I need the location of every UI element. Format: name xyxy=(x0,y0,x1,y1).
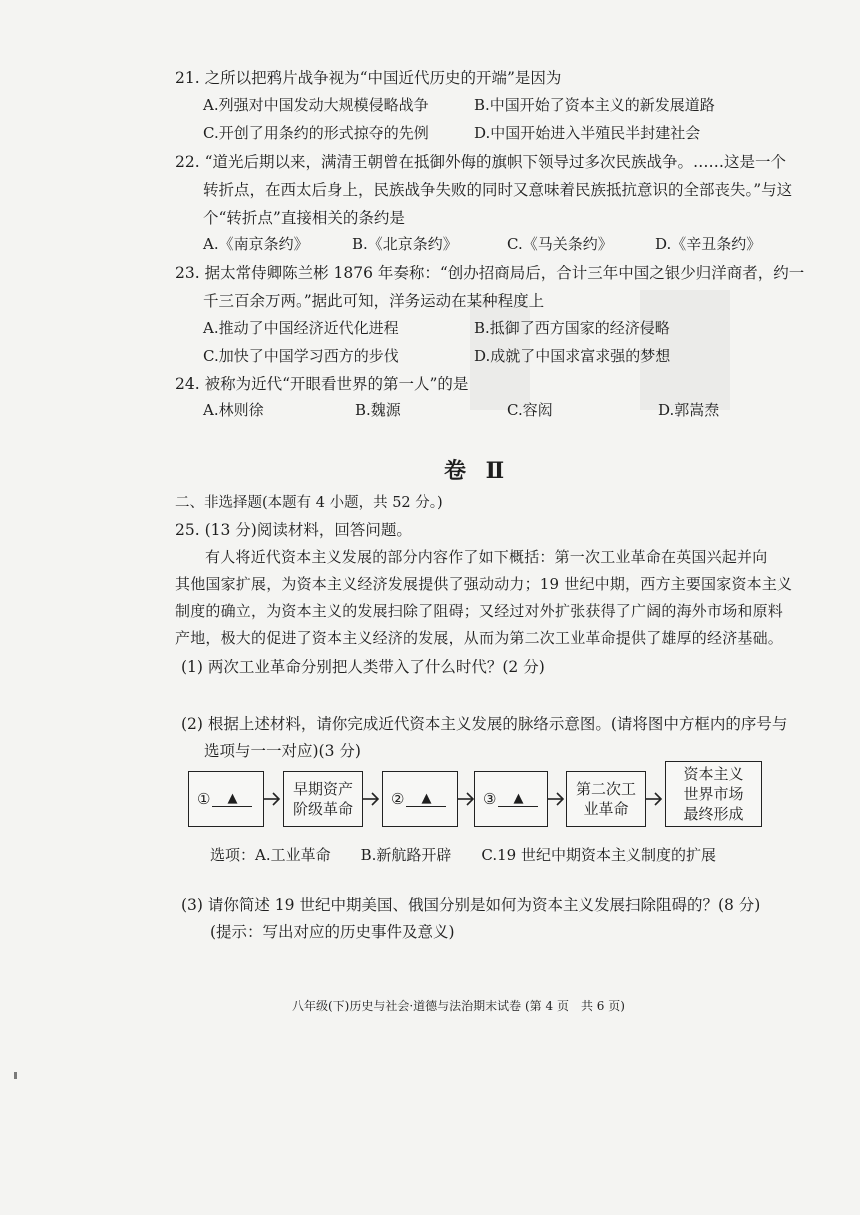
flow-options: 选项：A.工业革命 B.新航路开辟 C.19 世纪中期资本主义制度的扩展 xyxy=(210,846,716,864)
flow-box-4-number: ③ xyxy=(483,789,497,808)
question-21-option-d: D.中国开始进入半殖民半封建社会 xyxy=(474,124,701,142)
answer-blank[interactable]: ▲ xyxy=(212,792,252,807)
right-arrow-icon xyxy=(646,790,666,808)
scan-mark xyxy=(14,1072,17,1079)
question-24-stem: 24. 被称为近代“开眼看世界的第一人”的是 xyxy=(175,375,469,393)
flow-box-2 xyxy=(283,771,363,827)
volume-title: 卷 Ⅱ xyxy=(444,458,511,484)
question-23-option-d: D.成就了中国求富求强的梦想 xyxy=(474,347,671,365)
flow-box-1 xyxy=(188,771,264,827)
flow-box-5-line: 业革命 xyxy=(583,800,629,818)
page-footer: 八年级(下)历史与社会·道德与法治期末试卷 (第 4 页 共 6 页) xyxy=(292,999,625,1013)
flow-box-2-line: 阶级革命 xyxy=(292,800,353,818)
sub-question-3-hint: (提示：写出对应的历史事件及意义) xyxy=(210,923,455,941)
answer-blank[interactable]: ▲ xyxy=(498,792,538,807)
question-24-option-a: A.林则徐 xyxy=(203,401,264,419)
question-21-option-c: C.开创了用条约的形式掠夺的先例 xyxy=(203,124,429,142)
flow-box-1-number: ① xyxy=(197,789,211,808)
right-arrow-icon xyxy=(363,790,383,808)
flow-box-4 xyxy=(474,771,548,827)
question-22-option-c: C.《马关条约》 xyxy=(507,235,613,253)
question-24-option-b: B.魏源 xyxy=(355,401,401,419)
sub-question-2-line: (2) 根据上述材料，请你完成近代资本主义发展的脉络示意图。(请将图中方框内的序号与 xyxy=(181,715,788,733)
answer-blank[interactable]: ▲ xyxy=(406,792,446,807)
question-24-option-d: D.郭嵩焘 xyxy=(658,401,720,419)
sub-question-2-line: 选项与一一对应)(3 分) xyxy=(204,742,361,760)
flow-box-6 xyxy=(665,761,762,827)
question-23-stem-line: 千三百余万两。”据此可知，洋务运动在某种程度上 xyxy=(203,292,545,310)
flow-box-6-line: 资本主义 xyxy=(683,764,744,783)
sub-question-1: (1) 两次工业革命分别把人类带入了什么时代？(2 分) xyxy=(181,658,545,676)
question-22-option-d: D.《辛丑条约》 xyxy=(655,235,762,253)
question-23-option-c: C.加快了中国学习西方的步伐 xyxy=(203,347,399,365)
question-23-option-b: B.抵御了西方国家的经济侵略 xyxy=(474,319,670,337)
section-heading: 二、非选择题(本题有 4 小题，共 52 分。) xyxy=(175,495,443,511)
sub-question-3: (3) 请你简述 19 世纪中期美国、俄国分别是如何为资本主义发展扫除阻碍的？(8 分) xyxy=(181,896,761,914)
flow-box-2-line: 早期资产 xyxy=(292,779,353,798)
flow-box-5 xyxy=(566,771,646,827)
question-24-option-c: C.容闳 xyxy=(507,401,553,419)
right-arrow-icon xyxy=(264,790,284,808)
flow-box-3-number: ② xyxy=(391,789,405,808)
material-line: 产地，极大的促进了资本主义经济的发展，从而为第二次工业革命提供了雄厚的经济基础。 xyxy=(175,629,784,647)
question-22-stem-line: 转折点，在西太后身上，民族战争失败的同时又意味着民族抵抗意识的全部丧失。”与这 xyxy=(203,181,793,199)
question-25-header: 25. (13 分)阅读材料，回答问题。 xyxy=(175,521,412,539)
question-22-option-b: B.《北京条约》 xyxy=(352,235,458,253)
question-22-stem-line: 22. “道光后期以来，满清王朝曾在抵御外侮的旗帜下领导过多次民族战争。……这是一个 xyxy=(175,153,787,171)
material-line: 其他国家扩展，为资本主义经济发展提供了强动动力；19 世纪中期，西方主要国家资本主义 xyxy=(175,575,793,593)
material-line: 制度的确立，为资本主义的发展扫除了阻碍；又经过对外扩张获得了广阔的海外市场和原料 xyxy=(175,602,784,620)
flow-box-6-line: 世界市场 xyxy=(683,784,744,803)
question-22-option-a: A.《南京条约》 xyxy=(203,235,309,253)
right-arrow-icon xyxy=(548,790,568,808)
question-23-option-a: A.推动了中国经济近代化进程 xyxy=(203,319,399,337)
question-21-option-a: A.列强对中国发动大规模侵略战争 xyxy=(203,96,429,114)
question-22-stem-line: 个“转折点”直接相关的条约是 xyxy=(203,209,405,227)
flow-box-6-line: 最终形成 xyxy=(683,805,744,824)
flow-box-3 xyxy=(382,771,458,827)
flow-box-5-line: 第二次工 xyxy=(575,779,636,798)
question-21-stem: 21. 之所以把鸦片战争视为“中国近代历史的开端”是因为 xyxy=(175,69,562,87)
material-line: 有人将近代资本主义发展的部分内容作了如下概括：第一次工业革命在英国兴起并向 xyxy=(205,548,768,566)
question-21-option-b: B.中国开始了资本主义的新发展道路 xyxy=(474,96,715,114)
question-23-stem-line: 23. 据太常侍卿陈兰彬 1876 年奏称：“创办招商局后，合计三年中国之银少归洋商者，约一 xyxy=(175,264,805,282)
